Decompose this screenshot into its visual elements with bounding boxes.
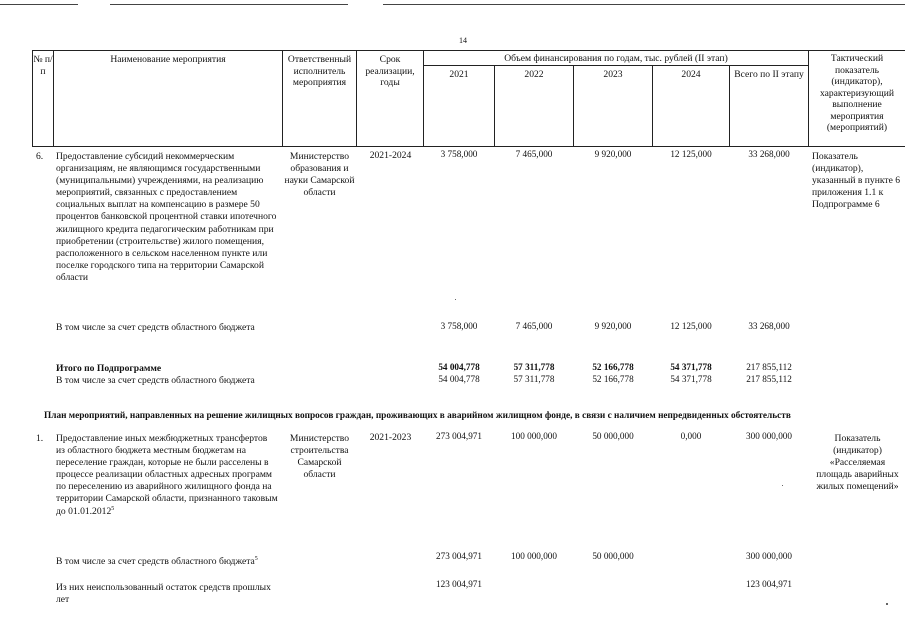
financing-subheader-line [423,65,808,66]
row1-total: 300 000,000 [746,431,792,441]
row6-regional-2024: 12 125,000 [670,321,712,331]
header-col-indicator: Тактический показатель (индикатор), характеризующий выполнение мероприятия (мероприятий) [819,53,895,133]
header-col-term: Срок реализации, годы [365,54,415,88]
row1-value-2023: 50 000,000 [592,431,634,441]
scan-speck [455,299,456,300]
header-col-name: Наименование мероприятия [110,54,226,65]
page-number: 14 [459,36,467,45]
scan-line [0,4,78,5]
header-col-financing: Объем финансирования по годам, тыс. рублей (II этап) [504,53,728,64]
header-bottom-border [32,146,905,147]
subprogram-total-label: Итого по Подпрограмме [56,363,162,374]
row6-total: 33 268,000 [748,149,790,159]
row1-unused-2021: 123 004,971 [436,579,482,589]
row1-regional-2023: 50 000,000 [592,551,634,561]
subprogram-regional-2024: 54 371,778 [670,374,712,384]
row1-term: 2021-2023 [369,432,412,443]
subprogram-total-2021: 54 004,778 [438,362,480,372]
row6-regional-2022: 7 465,000 [515,321,553,331]
row6-value-2021: 3 758,000 [440,149,478,159]
table-top-border [32,50,905,51]
subprogram-regional-label: В том числе за счет средств областного бюджета [56,375,255,386]
row6-executor: Министерство образования и науки Самарской области [284,151,355,199]
subprogram-total-total: 217 855,112 [746,362,792,372]
row6-name: Предоставление субсидий некоммерческим организациям, не являющимся государственными (муниципальными) учреждениями, на реализацию мероприятий, связанных с предоставлением социальных выплат на компенсацию в размере 50 процентов банковской процентной ставки ипотечного жилищного кредита педагогическим работникам при приобретении (строительстве) жилого помещения, расположенного в сельском населенном пункте или поселке городского типа на территории Самарской области [56,151,277,283]
subprogram-regional-2021: 54 004,778 [438,374,480,384]
row1-unused-total: 123 004,971 [746,579,792,589]
row1-regional-2022: 100 000,000 [511,551,557,561]
col-border [423,50,424,147]
header-col-total: Всего по II этапу [734,69,804,80]
subprogram-regional-2023: 52 166,778 [592,374,634,384]
header-col-executor: Ответственный исполнитель мероприятия [287,54,352,88]
row1-executor: Министерство строительства Самарской области [289,433,350,481]
scan-line [383,4,905,5]
header-year-2024: 2024 [681,69,701,80]
row1-regional-total: 300 000,000 [746,551,792,561]
subprogram-total-2023: 52 166,778 [592,362,634,372]
header-year-2023: 2023 [603,69,623,80]
row1-name: Предоставление иных межбюджетных трансфертов из областного бюджета местным бюджетам на переселение граждан, которые не были расселены в процессе реализации областных адресных программ по переселению из аварийного жилищного фонда на территории Самарской области, признанного таковым до 01.01.2012$^5$ [56,433,278,517]
col-border [808,50,809,147]
row6-regional-2023: 9 920,000 [594,321,632,331]
row6-value-2023: 9 920,000 [594,149,632,159]
row1-regional-2021: 273 004,971 [436,551,482,561]
subprogram-regional-total: 217 855,112 [746,374,792,384]
row1-value-2022: 100 000,000 [511,431,557,441]
row1-number: 1. [36,433,44,444]
row6-value-2024: 12 125,000 [670,149,712,159]
scan-line [110,4,348,5]
row6-regional-label: В том числе за счет средств областного бюджета [56,322,255,333]
header-year-2021: 2021 [449,69,469,80]
row1-indicator: Показатель (индикатор) «Расселяемая площадь аварийных жилых помещений» [816,433,899,493]
row6-term: 2021-2024 [369,150,412,161]
row1-value-2024: 0,000 [680,431,702,441]
row6-number: 6. [36,151,44,162]
scan-speck [782,485,783,486]
subprogram-regional-2022: 57 311,778 [513,374,555,384]
row1-value-2021: 273 004,971 [436,431,482,441]
header-col-no: № п/п [33,54,53,77]
row1-regional-label: В том числе за счет средств областного бюджета$^5$ [56,555,258,567]
section-title: План мероприятий, направленных на решение жилищных вопросов граждан, проживающих в аварийном жилищном фонде, в связи с наличием непредвиденных обстоятельств [44,411,791,421]
scan-speck [886,603,888,605]
header-year-2022: 2022 [524,69,544,80]
row1-unused-label: Из них неиспользованный остаток средств прошлых лет [56,582,271,606]
subprogram-total-2022: 57 311,778 [513,362,555,372]
row6-regional-2021: 3 758,000 [440,321,478,331]
subprogram-total-2024: 54 371,778 [670,362,712,372]
row6-value-2022: 7 465,000 [515,149,553,159]
row6-regional-total: 33 268,000 [748,321,790,331]
row6-indicator: Показатель (индикатор), указанный в пункте 6 приложения 1.1 к Подпрограмме 6 [812,151,901,211]
